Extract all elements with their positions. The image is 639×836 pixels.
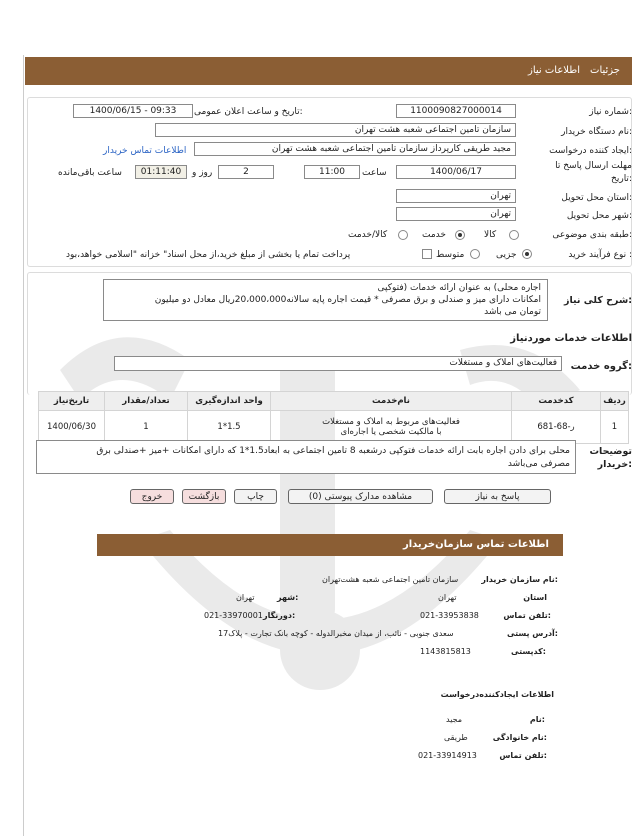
contact-province-label: استان <box>523 593 547 602</box>
summary-line-2: امکانات دارای میز و صندلی و برق مصرفی * قیمت اجاره پایه سالانه20،000،000ریال معادل دو میلیون <box>154 295 541 305</box>
payment-note: پرداخت تمام یا بخشی از مبلغ خرید،از محل اسناد" خزانه "اسلامی خواهد،بود <box>66 250 351 260</box>
reply-button[interactable]: پاسخ به نیاز <box>444 489 551 504</box>
radio-minor[interactable] <box>522 249 532 259</box>
buyer-desc-box <box>36 440 576 474</box>
creator-phone-label: تلفن تماس: <box>499 751 547 760</box>
contact-phone: 021-33953838 <box>420 611 479 620</box>
contact-province: تهران <box>438 593 457 602</box>
creator-family-label: نام خانوادگی: <box>492 733 547 742</box>
remaining-label: ساعت باقی‌مانده <box>58 168 122 178</box>
summary-box <box>103 279 548 321</box>
requester-field: مجید طریقی کارپرداز سازمان تامین اجتماعی شعبه هشت تهران <box>194 142 516 156</box>
radio-medium[interactable] <box>470 249 480 259</box>
deadline-date-field: 1400/06/17 <box>396 165 516 179</box>
services-table <box>38 391 629 444</box>
cell-date: 1400/06/30 <box>39 411 105 444</box>
radio-medium-label: متوسط <box>436 250 465 260</box>
buyer-org-label: نام دستگاه خریدار: <box>561 127 632 137</box>
contact-city-label: شهر: <box>277 593 299 602</box>
th-unit: واحد اندازه‌گیری <box>188 392 271 411</box>
contact-header <box>97 534 563 556</box>
attachments-button[interactable]: مشاهده مدارک پیوستی (0) <box>288 489 433 504</box>
exit-button[interactable]: خروج <box>130 489 174 504</box>
days-label: روز و <box>192 168 213 178</box>
buyer-desc-label-2: خریدار: <box>597 459 632 470</box>
contact-title: اطلاعات تماس سازمان‌خریدار <box>402 539 549 550</box>
requester-label: ایجاد کننده درخواست: <box>549 146 632 156</box>
cell-unit: 1.5*1 <box>188 411 271 444</box>
summary-line-1: اجاره محلی) به عنوان ارائه خدمات (فتوکپی <box>377 283 541 293</box>
province-label: استان محل تحویل: <box>561 193 632 203</box>
th-code: کدخدمت <box>512 392 601 411</box>
radio-service[interactable] <box>455 230 465 240</box>
th-row: ردیف <box>601 392 629 411</box>
treasury-checkbox[interactable] <box>422 249 432 259</box>
contact-postal: 1143815813 <box>420 647 471 656</box>
service-group-field: فعالیت‌های املاک و مستغلات <box>114 356 562 371</box>
th-name: نام‌خدمت <box>271 392 512 411</box>
cell-qty: 1 <box>105 411 188 444</box>
table-row <box>39 411 629 444</box>
cell-code: ر-68-681 <box>512 411 601 444</box>
summary-label: شرح کلی نیاز: <box>563 295 632 306</box>
contact-org: سازمان تامین اجتماعی شعبه هشت‌تهران <box>322 575 459 584</box>
th-qty: تعداد/مقدار <box>105 392 188 411</box>
creator-name-label: نام: <box>529 715 545 724</box>
radio-service-label: خدمت <box>422 230 446 240</box>
service-group-label: گروه خدمت: <box>570 361 632 372</box>
buyer-org-field: سازمان تامین اجتماعی شعبه هشت تهران <box>155 123 516 137</box>
contact-address-label: آدرس پستی: <box>507 629 558 638</box>
cell-name <box>271 411 512 444</box>
nav-need-info[interactable]: اطلاعات نیاز <box>528 65 580 76</box>
contact-fax-label: دورنگار: <box>263 611 296 620</box>
th-date: تاریخ‌نیاز <box>39 392 105 411</box>
category-label: طبقه بندی موضوعی: <box>552 230 632 240</box>
creator-family: طریقی <box>444 733 468 742</box>
cell-row: 1 <box>601 411 629 444</box>
contact-fax: 021-33970001 <box>204 611 263 620</box>
deadline-label: مهلت ارسال پاسخ تا <box>555 161 632 171</box>
remaining-time-field: 01:11:40 <box>135 165 187 179</box>
contact-org-label: نام سازمان خریدار: <box>481 575 558 584</box>
print-button[interactable]: چاپ <box>234 489 277 504</box>
buyer-contact-link[interactable]: اطلاعات تماس خریدار <box>103 146 187 156</box>
city-label: شهر محل تحویل: <box>566 211 632 221</box>
cell-name-line-1: فعالیت‌های مربوط به املاک و مستغلات <box>322 417 460 427</box>
table-header-row <box>39 392 629 411</box>
radio-minor-label: جزیی <box>496 250 517 260</box>
contact-city: تهران <box>236 593 255 602</box>
deadline-date-label: تاریخ: <box>611 174 632 184</box>
contact-postal-label: کدپستی: <box>511 647 546 656</box>
buyer-desc-line-2: مصرفی می‌باشد <box>507 459 570 469</box>
announce-field: 1400/06/15 - 09:33 <box>73 104 193 118</box>
province-field: تهران <box>396 189 516 203</box>
time-label: ساعت <box>362 168 387 178</box>
cell-name-line-2: با مالکیت شخصی یا اجاره‌ای <box>340 427 442 437</box>
creator-name: مجید <box>446 715 463 724</box>
deadline-time-field: 11:00 <box>304 165 360 179</box>
days-field: 2 <box>218 165 274 179</box>
radio-goods[interactable] <box>509 230 519 240</box>
need-number-label: شماره نیاز: <box>589 107 632 117</box>
radio-goods-label: کالا <box>484 230 497 240</box>
city-field: تهران <box>396 207 516 221</box>
contact-address: سعدی جنوبی - نائب، از میدان مخبرالدوله - کوچه بانک تجارت - پلاک17 <box>218 629 454 638</box>
purchase-type-label: نوع فرآیند خرید : <box>568 250 632 260</box>
announce-label: تاریخ و ساعت اعلان عمومی: <box>194 107 303 117</box>
buyer-desc-label-1: توضیحات <box>589 446 632 457</box>
radio-goods-service[interactable] <box>398 230 408 240</box>
need-number-field: 1100090827000014 <box>396 104 516 118</box>
creator-title: اطلاعات ایجادکننده‌درخواست <box>440 690 554 699</box>
summary-line-3: تومان می باشد <box>484 307 541 317</box>
nav-details[interactable]: جزئیات <box>590 65 620 76</box>
contact-phone-label: تلفن تماس: <box>503 611 551 620</box>
creator-phone: 021-33914913 <box>418 751 477 760</box>
radio-goods-service-label: کالا/خدمت <box>348 230 388 240</box>
top-nav-bar <box>25 57 632 85</box>
back-button[interactable]: بازگشت <box>182 489 226 504</box>
services-title: اطلاعات خدمات موردنیاز <box>510 333 632 344</box>
buyer-desc-line-1: محلی برای دادن اجاره بابت ارائه خدمات فتوکپی درشعبه 8 تامین اجتماعی به ابعاد1.5*1 که دارای امکانات +میز +صندلی برق <box>96 446 570 456</box>
